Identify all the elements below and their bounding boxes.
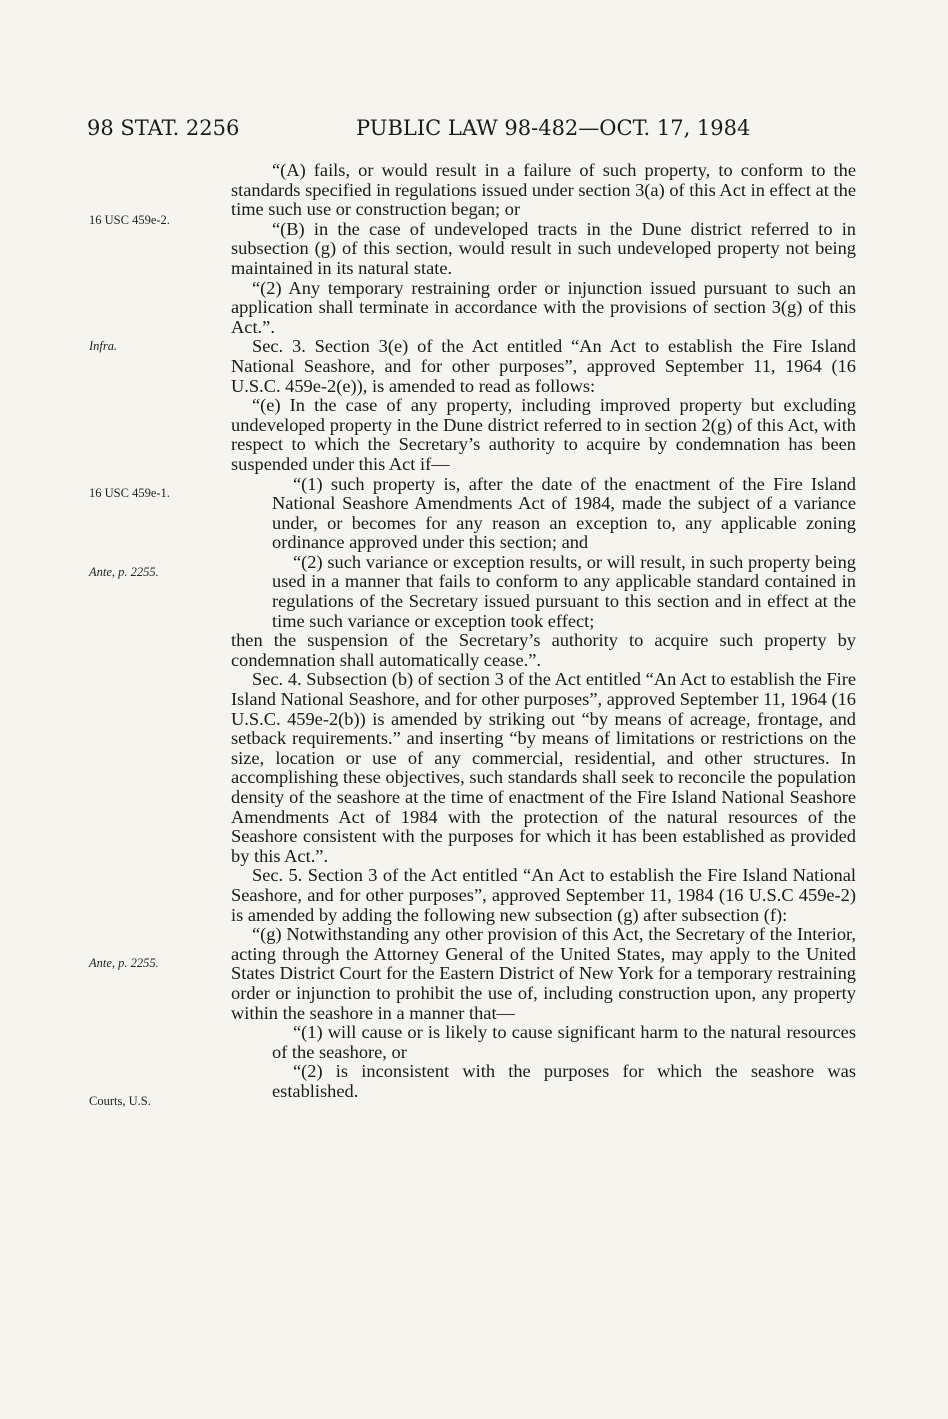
- paragraph: “(2) such variance or exception results, or will result, in such property being used in a manner that fails to conform to any applicable standard contained in regulations of the Secretary issued pursuant to this section and in effect at the time such variance or exception took effect;: [272, 551, 856, 631]
- margin-note: Ante, p. 2255.: [89, 565, 159, 579]
- stat-page-number: 98 STAT. 2256: [87, 116, 240, 140]
- section-4-paragraph: Sec. 4. Subsection (b) of section 3 of the Act entitled “An Act to establish the Fire Island National Seashore, and for other purposes”, approved September 11, 1964 (16 U.S.C. 459e-2(b)) is amended by striking out “by means of acreage, frontage, and setback requirements.” and inserting “by means of limitations or restrictions on the size, location or use of any commercial, residential, and other structures. In accomplishing these objectives, such standards shall seek to reconcile the population density of the seashore at the time of enactment of the Fire Island National Seashore Amendments Act of 1984 with the protection of the natural resources of the Seashore consistent with the purposes for which it has been established as provided by this Act.”.: [231, 669, 856, 866]
- paragraph: “(2) is inconsistent with the purposes for which the seashore was established.: [272, 1061, 856, 1101]
- margin-note: Courts, U.S.: [89, 1094, 151, 1108]
- margin-note: 16 USC 459e-1.: [89, 486, 170, 500]
- margin-note: Infra.: [89, 339, 118, 353]
- statute-body: [231, 161, 856, 1102]
- paragraph: “(g) Notwithstanding any other provision of this Act, the Secretary of the Interior, acting through the Attorney General of the United States, may apply to the United States District Court for the Eastern District of New York for a temporary restraining order or injunction to prohibit the use of, including construction upon, any property within the seashore in a manner that—: [231, 924, 856, 1023]
- paragraph: “(e) In the case of any property, including improved property but excluding undeveloped property in the Dune district referred to in section 2(g) of this Act, with respect to which the Secretary’s authority to acquire by condemnation has been suspended under this Act if—: [231, 395, 856, 474]
- paragraph: “(2) Any temporary restraining order or injunction issued pursuant to such an application shall terminate in accordance with the provisions of section 3(g) of this Act.”.: [231, 277, 856, 337]
- paragraph: “(B) in the case of undeveloped tracts in the Dune district referred to in subsection (g) of this section, would result in such undeveloped property not being maintained in its natural state.: [231, 218, 856, 278]
- paragraph: “(1) such property is, after the date of the enactment of the Fire Island National Seashore Amendments Act of 1984, made the subject of a variance under, or becomes for any reason an exception to, any applicable zoning ordinance approved under this section; and: [272, 473, 856, 553]
- paragraph: “(A) fails, or would result in a failure of such property, to conform to the standards specified in regulations issued under section 3(a) of this Act in effect at the time such use or construction began; or: [231, 160, 856, 220]
- margin-note: Ante, p. 2255.: [89, 956, 159, 970]
- section-5-paragraph: Sec. 5. Section 3 of the Act entitled “An Act to establish the Fire Island National Seashore, and for other purposes”, approved September 11, 1984 (16 U.S.C 459e-2) is amended by adding the following new subsection (g) after subsection (f):: [231, 865, 856, 925]
- section-3-paragraph: Sec. 3. Section 3(e) of the Act entitled “An Act to establish the Fire Island National Seashore, and for other purposes”, approved September 11, 1964 (16 U.S.C. 459e-2(e)), is amended to read as follows:: [231, 336, 856, 396]
- paragraph: then the suspension of the Secretary’s authority to acquire such property by condemnation shall automatically cease.”.: [231, 630, 856, 670]
- paragraph: “(1) will cause or is likely to cause significant harm to the natural resources of the seashore, or: [272, 1022, 856, 1062]
- public-law-title: PUBLIC LAW 98-482—OCT. 17, 1984: [356, 116, 751, 140]
- margin-note: 16 USC 459e-2.: [89, 213, 170, 227]
